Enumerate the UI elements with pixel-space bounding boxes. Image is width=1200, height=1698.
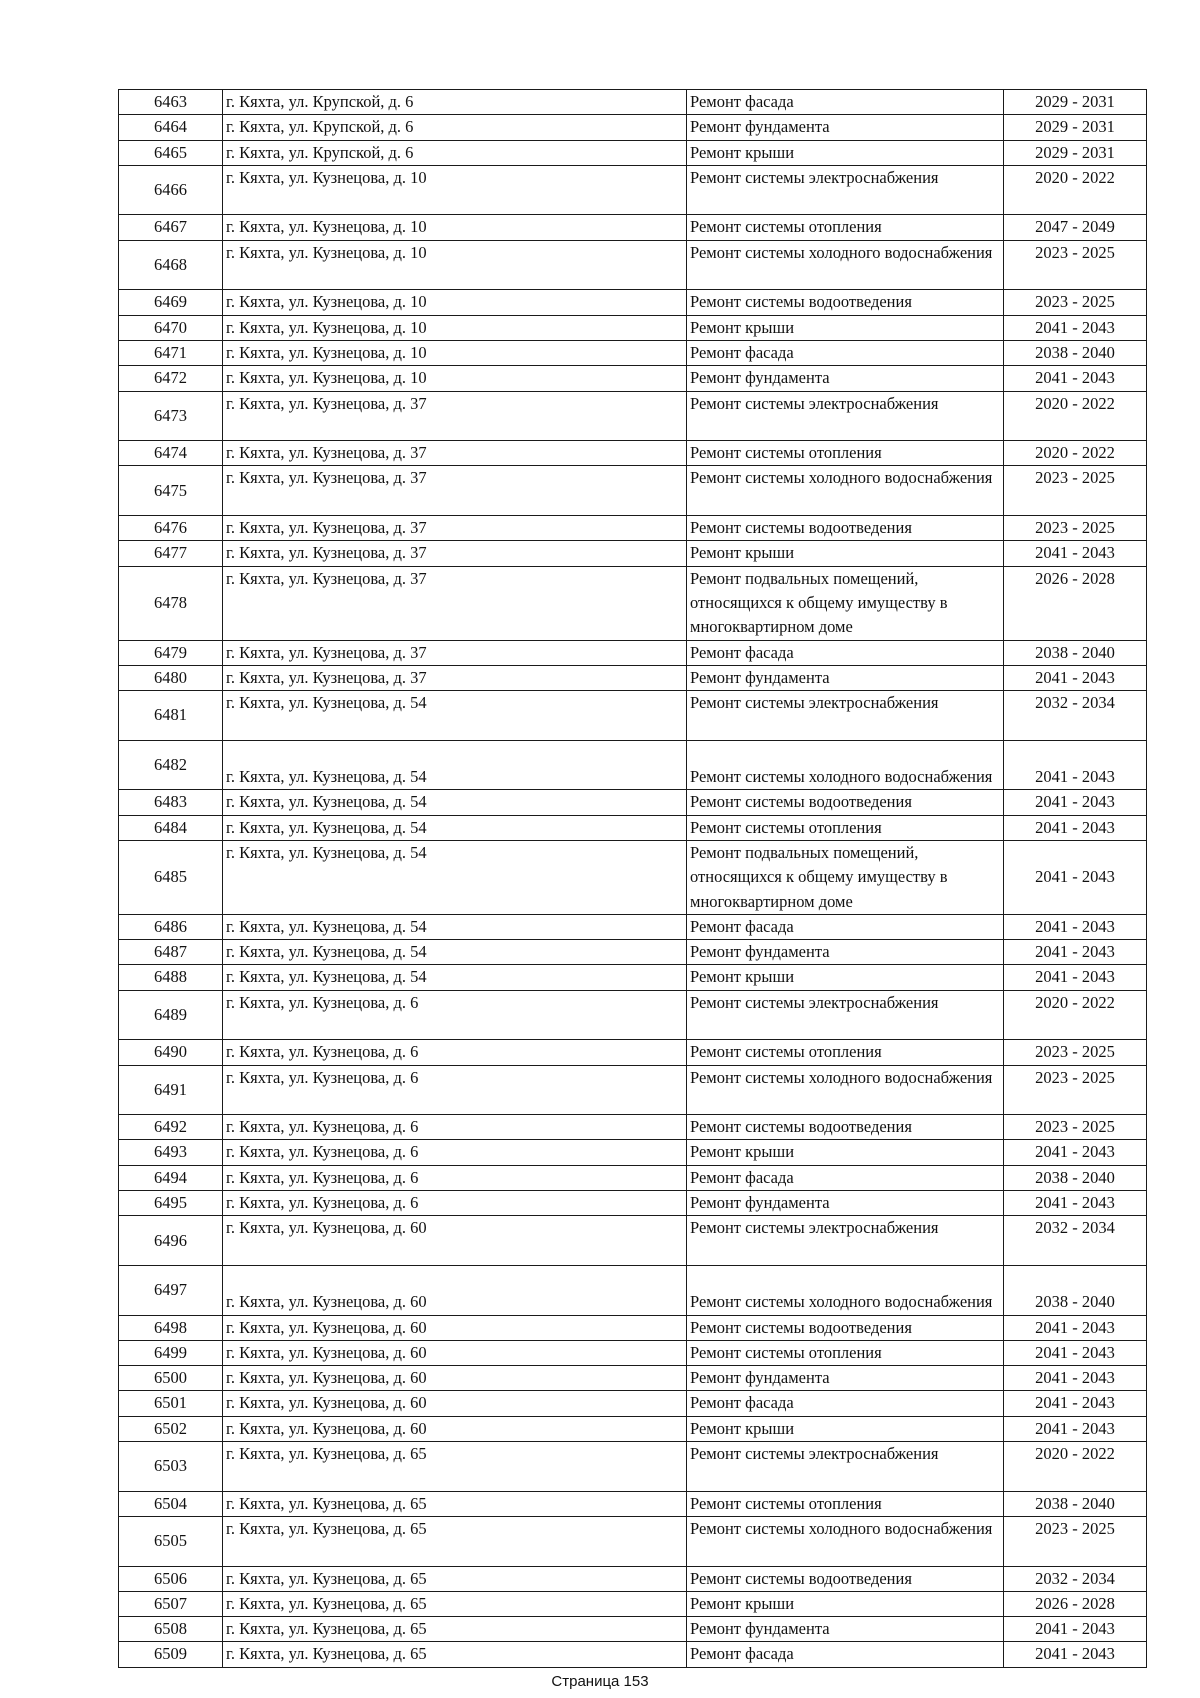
table-row [119, 1491, 1147, 1516]
period-cell: 2041 - 2043 [1004, 1315, 1147, 1340]
table-row [119, 940, 1147, 965]
row-number-cell: 6480 [119, 665, 223, 690]
work-type-cell: Ремонт фундамента [687, 1191, 1004, 1216]
work-type-cell: Ремонт фундамента [687, 665, 1004, 690]
period-cell: 2032 - 2034 [1004, 1216, 1147, 1266]
period-cell: 2029 - 2031 [1004, 90, 1147, 115]
page-number: Страница 153 [551, 1673, 649, 1690]
period-cell: 2041 - 2043 [1004, 914, 1147, 939]
table-row [119, 165, 1147, 215]
row-number-cell: 6468 [119, 240, 223, 290]
work-type-cell: Ремонт системы отопления [687, 441, 1004, 466]
table-row [119, 1115, 1147, 1140]
work-type-cell: Ремонт системы электроснабжения [687, 1216, 1004, 1266]
row-number-cell: 6504 [119, 1491, 223, 1516]
address-cell: г. Кяхта, ул. Кузнецова, д. 65 [223, 1566, 687, 1591]
work-type-cell: Ремонт фасада [687, 640, 1004, 665]
work-type-cell: Ремонт фундамента [687, 115, 1004, 140]
work-type-cell: Ремонт системы электроснабжения [687, 165, 1004, 215]
period-cell: 2023 - 2025 [1004, 240, 1147, 290]
table-row [119, 1165, 1147, 1190]
row-number-cell: 6489 [119, 990, 223, 1040]
address-cell: г. Кяхта, ул. Кузнецова, д. 54 [223, 815, 687, 840]
row-number-cell: 6500 [119, 1366, 223, 1391]
address-cell: г. Кяхта, ул. Кузнецова, д. 54 [223, 940, 687, 965]
row-number-cell: 6495 [119, 1191, 223, 1216]
address-cell: г. Кяхта, ул. Кузнецова, д. 10 [223, 315, 687, 340]
table-row [119, 240, 1147, 290]
work-type-cell: Ремонт подвальных помещений, относящихся к общему имуществу в многоквартирном доме [687, 566, 1004, 640]
address-cell: г. Кяхта, ул. Кузнецова, д. 37 [223, 566, 687, 640]
address-cell: г. Кяхта, ул. Кузнецова, д. 60 [223, 1265, 687, 1315]
address-cell: г. Кяхта, ул. Кузнецова, д. 60 [223, 1216, 687, 1266]
table-row [119, 290, 1147, 315]
row-number-cell: 6469 [119, 290, 223, 315]
table-row [119, 1140, 1147, 1165]
address-cell: г. Кяхта, ул. Кузнецова, д. 37 [223, 665, 687, 690]
period-cell: 2020 - 2022 [1004, 1442, 1147, 1492]
work-type-cell: Ремонт системы холодного водоснабжения [687, 1065, 1004, 1115]
row-number-cell: 6472 [119, 366, 223, 391]
work-type-cell: Ремонт крыши [687, 1591, 1004, 1616]
period-cell: 2023 - 2025 [1004, 290, 1147, 315]
table-row [119, 90, 1147, 115]
work-type-cell: Ремонт системы электроснабжения [687, 691, 1004, 741]
work-type-cell: Ремонт системы холодного водоснабжения [687, 740, 1004, 790]
row-number-cell: 6484 [119, 815, 223, 840]
period-cell: 2026 - 2028 [1004, 566, 1147, 640]
period-cell: 2041 - 2043 [1004, 1191, 1147, 1216]
table-row [119, 441, 1147, 466]
period-cell: 2038 - 2040 [1004, 1265, 1147, 1315]
address-cell: г. Кяхта, ул. Кузнецова, д. 6 [223, 1040, 687, 1065]
period-cell: 2023 - 2025 [1004, 1115, 1147, 1140]
period-cell: 2020 - 2022 [1004, 391, 1147, 441]
table-row [119, 1516, 1147, 1566]
row-number-cell: 6506 [119, 1566, 223, 1591]
period-cell: 2041 - 2043 [1004, 1140, 1147, 1165]
address-cell: г. Кяхта, ул. Крупской, д. 6 [223, 90, 687, 115]
period-cell: 2047 - 2049 [1004, 215, 1147, 240]
table-row [119, 1591, 1147, 1616]
table-row [119, 815, 1147, 840]
work-type-cell: Ремонт фасада [687, 340, 1004, 365]
row-number-cell: 6464 [119, 115, 223, 140]
work-type-cell: Ремонт системы холодного водоснабжения [687, 1265, 1004, 1315]
address-cell: г. Кяхта, ул. Кузнецова, д. 60 [223, 1391, 687, 1416]
row-number-cell: 6509 [119, 1642, 223, 1667]
row-number-cell: 6474 [119, 441, 223, 466]
row-number-cell: 6502 [119, 1416, 223, 1441]
table-row [119, 1191, 1147, 1216]
address-cell: г. Кяхта, ул. Кузнецова, д. 60 [223, 1340, 687, 1365]
period-cell: 2023 - 2025 [1004, 1516, 1147, 1566]
address-cell: г. Кяхта, ул. Кузнецова, д. 65 [223, 1491, 687, 1516]
address-cell: г. Кяхта, ул. Кузнецова, д. 6 [223, 1115, 687, 1140]
work-type-cell: Ремонт системы электроснабжения [687, 391, 1004, 441]
address-cell: г. Кяхта, ул. Кузнецова, д. 10 [223, 366, 687, 391]
period-cell: 2032 - 2034 [1004, 1566, 1147, 1591]
period-cell: 2029 - 2031 [1004, 140, 1147, 165]
row-number-cell: 6482 [119, 740, 223, 790]
table-row [119, 914, 1147, 939]
address-cell: г. Кяхта, ул. Кузнецова, д. 10 [223, 340, 687, 365]
period-cell: 2041 - 2043 [1004, 740, 1147, 790]
work-type-cell: Ремонт крыши [687, 140, 1004, 165]
row-number-cell: 6466 [119, 165, 223, 215]
work-type-cell: Ремонт системы электроснабжения [687, 990, 1004, 1040]
address-cell: г. Кяхта, ул. Кузнецова, д. 10 [223, 165, 687, 215]
row-number-cell: 6463 [119, 90, 223, 115]
table-row [119, 1315, 1147, 1340]
address-cell: г. Кяхта, ул. Кузнецова, д. 65 [223, 1442, 687, 1492]
row-number-cell: 6490 [119, 1040, 223, 1065]
table-row [119, 665, 1147, 690]
row-number-cell: 6485 [119, 840, 223, 914]
address-cell: г. Кяхта, ул. Кузнецова, д. 6 [223, 1191, 687, 1216]
address-cell: г. Кяхта, ул. Кузнецова, д. 10 [223, 290, 687, 315]
work-type-cell: Ремонт крыши [687, 965, 1004, 990]
table-row [119, 1566, 1147, 1591]
table-row [119, 315, 1147, 340]
period-cell: 2041 - 2043 [1004, 840, 1147, 914]
work-type-cell: Ремонт системы водоотведения [687, 790, 1004, 815]
row-number-cell: 6470 [119, 315, 223, 340]
work-type-cell: Ремонт системы холодного водоснабжения [687, 1516, 1004, 1566]
table-row [119, 1391, 1147, 1416]
work-type-cell: Ремонт крыши [687, 1140, 1004, 1165]
address-cell: г. Кяхта, ул. Кузнецова, д. 6 [223, 990, 687, 1040]
period-cell: 2023 - 2025 [1004, 1040, 1147, 1065]
row-number-cell: 6493 [119, 1140, 223, 1165]
work-type-cell: Ремонт системы водоотведения [687, 290, 1004, 315]
row-number-cell: 6467 [119, 215, 223, 240]
work-type-cell: Ремонт системы водоотведения [687, 1566, 1004, 1591]
row-number-cell: 6508 [119, 1617, 223, 1642]
address-cell: г. Кяхта, ул. Кузнецова, д. 65 [223, 1617, 687, 1642]
table-row [119, 366, 1147, 391]
table-row [119, 140, 1147, 165]
row-number-cell: 6507 [119, 1591, 223, 1616]
work-type-cell: Ремонт крыши [687, 315, 1004, 340]
row-number-cell: 6498 [119, 1315, 223, 1340]
table-row [119, 1366, 1147, 1391]
work-type-cell: Ремонт фундамента [687, 366, 1004, 391]
period-cell: 2023 - 2025 [1004, 1065, 1147, 1115]
work-type-cell: Ремонт фасада [687, 1642, 1004, 1667]
period-cell: 2041 - 2043 [1004, 541, 1147, 566]
table-row [119, 566, 1147, 640]
row-number-cell: 6497 [119, 1265, 223, 1315]
row-number-cell: 6492 [119, 1115, 223, 1140]
work-type-cell: Ремонт фундамента [687, 1366, 1004, 1391]
address-cell: г. Кяхта, ул. Кузнецова, д. 37 [223, 391, 687, 441]
table-row [119, 1065, 1147, 1115]
period-cell: 2041 - 2043 [1004, 1617, 1147, 1642]
row-number-cell: 6496 [119, 1216, 223, 1266]
work-type-cell: Ремонт подвальных помещений, относящихся к общему имуществу в многоквартирном доме [687, 840, 1004, 914]
period-cell: 2041 - 2043 [1004, 1340, 1147, 1365]
table-row [119, 965, 1147, 990]
period-cell: 2041 - 2043 [1004, 815, 1147, 840]
period-cell: 2041 - 2043 [1004, 665, 1147, 690]
period-cell: 2023 - 2025 [1004, 466, 1147, 516]
row-number-cell: 6505 [119, 1516, 223, 1566]
period-cell: 2041 - 2043 [1004, 965, 1147, 990]
table-row [119, 340, 1147, 365]
period-cell: 2041 - 2043 [1004, 1416, 1147, 1441]
work-type-cell: Ремонт системы электроснабжения [687, 1442, 1004, 1492]
table-row [119, 1216, 1147, 1266]
work-type-cell: Ремонт системы отопления [687, 815, 1004, 840]
row-number-cell: 6487 [119, 940, 223, 965]
table-row [119, 391, 1147, 441]
period-cell: 2020 - 2022 [1004, 441, 1147, 466]
table-row [119, 691, 1147, 741]
row-number-cell: 6465 [119, 140, 223, 165]
address-cell: г. Кяхта, ул. Крупской, д. 6 [223, 115, 687, 140]
address-cell: г. Кяхта, ул. Кузнецова, д. 60 [223, 1366, 687, 1391]
table-row [119, 790, 1147, 815]
table-row [119, 640, 1147, 665]
address-cell: г. Кяхта, ул. Кузнецова, д. 65 [223, 1642, 687, 1667]
period-cell: 2038 - 2040 [1004, 1491, 1147, 1516]
work-type-cell: Ремонт крыши [687, 1416, 1004, 1441]
period-cell: 2041 - 2043 [1004, 366, 1147, 391]
row-number-cell: 6501 [119, 1391, 223, 1416]
address-cell: г. Кяхта, ул. Кузнецова, д. 54 [223, 740, 687, 790]
row-number-cell: 6473 [119, 391, 223, 441]
period-cell: 2041 - 2043 [1004, 1366, 1147, 1391]
table-row [119, 840, 1147, 914]
work-type-cell: Ремонт системы холодного водоснабжения [687, 466, 1004, 516]
row-number-cell: 6477 [119, 541, 223, 566]
table-row [119, 115, 1147, 140]
table-row [119, 466, 1147, 516]
work-type-cell: Ремонт фасада [687, 914, 1004, 939]
table-row [119, 215, 1147, 240]
address-cell: г. Кяхта, ул. Кузнецова, д. 6 [223, 1140, 687, 1165]
address-cell: г. Кяхта, ул. Кузнецова, д. 10 [223, 240, 687, 290]
address-cell: г. Кяхта, ул. Кузнецова, д. 37 [223, 541, 687, 566]
row-number-cell: 6488 [119, 965, 223, 990]
row-number-cell: 6478 [119, 566, 223, 640]
work-type-cell: Ремонт системы водоотведения [687, 1115, 1004, 1140]
table-row [119, 1442, 1147, 1492]
row-number-cell: 6494 [119, 1165, 223, 1190]
address-cell: г. Кяхта, ул. Кузнецова, д. 60 [223, 1315, 687, 1340]
work-type-cell: Ремонт фасада [687, 1165, 1004, 1190]
address-cell: г. Кяхта, ул. Кузнецова, д. 54 [223, 914, 687, 939]
table-row [119, 1617, 1147, 1642]
period-cell: 2020 - 2022 [1004, 165, 1147, 215]
table-row [119, 1040, 1147, 1065]
period-cell: 2023 - 2025 [1004, 516, 1147, 541]
address-cell: г. Кяхта, ул. Кузнецова, д. 37 [223, 441, 687, 466]
work-type-cell: Ремонт фасада [687, 1391, 1004, 1416]
work-type-cell: Ремонт крыши [687, 541, 1004, 566]
period-cell: 2041 - 2043 [1004, 315, 1147, 340]
period-cell: 2041 - 2043 [1004, 940, 1147, 965]
row-number-cell: 6499 [119, 1340, 223, 1365]
address-cell: г. Кяхта, ул. Кузнецова, д. 65 [223, 1591, 687, 1616]
address-cell: г. Кяхта, ул. Кузнецова, д. 54 [223, 790, 687, 815]
address-cell: г. Кяхта, ул. Кузнецова, д. 65 [223, 1516, 687, 1566]
work-type-cell: Ремонт фундамента [687, 1617, 1004, 1642]
period-cell: 2020 - 2022 [1004, 990, 1147, 1040]
table-row [119, 1642, 1147, 1667]
work-type-cell: Ремонт системы отопления [687, 1040, 1004, 1065]
work-type-cell: Ремонт системы холодного водоснабжения [687, 240, 1004, 290]
work-type-cell: Ремонт системы водоотведения [687, 516, 1004, 541]
work-type-cell: Ремонт системы отопления [687, 1340, 1004, 1365]
work-type-cell: Ремонт фундамента [687, 940, 1004, 965]
row-number-cell: 6475 [119, 466, 223, 516]
row-number-cell: 6491 [119, 1065, 223, 1115]
row-number-cell: 6503 [119, 1442, 223, 1492]
address-cell: г. Кяхта, ул. Крупской, д. 6 [223, 140, 687, 165]
work-type-cell: Ремонт системы водоотведения [687, 1315, 1004, 1340]
address-cell: г. Кяхта, ул. Кузнецова, д. 37 [223, 466, 687, 516]
address-cell: г. Кяхта, ул. Кузнецова, д. 10 [223, 215, 687, 240]
table-row [119, 1416, 1147, 1441]
address-cell: г. Кяхта, ул. Кузнецова, д. 54 [223, 965, 687, 990]
table-row [119, 541, 1147, 566]
row-number-cell: 6476 [119, 516, 223, 541]
period-cell: 2026 - 2028 [1004, 1591, 1147, 1616]
table-row [119, 740, 1147, 790]
table-row [119, 1265, 1147, 1315]
period-cell: 2029 - 2031 [1004, 115, 1147, 140]
period-cell: 2038 - 2040 [1004, 640, 1147, 665]
work-type-cell: Ремонт системы отопления [687, 1491, 1004, 1516]
period-cell: 2041 - 2043 [1004, 790, 1147, 815]
period-cell: 2032 - 2034 [1004, 691, 1147, 741]
address-cell: г. Кяхта, ул. Кузнецова, д. 37 [223, 640, 687, 665]
row-number-cell: 6486 [119, 914, 223, 939]
table-row [119, 990, 1147, 1040]
repair-schedule-table [118, 89, 1147, 1668]
table-body [119, 90, 1147, 1668]
period-cell: 2041 - 2043 [1004, 1642, 1147, 1667]
address-cell: г. Кяхта, ул. Кузнецова, д. 37 [223, 516, 687, 541]
period-cell: 2038 - 2040 [1004, 340, 1147, 365]
address-cell: г. Кяхта, ул. Кузнецова, д. 6 [223, 1165, 687, 1190]
address-cell: г. Кяхта, ул. Кузнецова, д. 54 [223, 840, 687, 914]
work-type-cell: Ремонт системы отопления [687, 215, 1004, 240]
address-cell: г. Кяхта, ул. Кузнецова, д. 60 [223, 1416, 687, 1441]
table-row [119, 516, 1147, 541]
row-number-cell: 6481 [119, 691, 223, 741]
period-cell: 2038 - 2040 [1004, 1165, 1147, 1190]
row-number-cell: 6471 [119, 340, 223, 365]
work-type-cell: Ремонт фасада [687, 90, 1004, 115]
address-cell: г. Кяхта, ул. Кузнецова, д. 6 [223, 1065, 687, 1115]
address-cell: г. Кяхта, ул. Кузнецова, д. 54 [223, 691, 687, 741]
row-number-cell: 6479 [119, 640, 223, 665]
period-cell: 2041 - 2043 [1004, 1391, 1147, 1416]
table-row [119, 1340, 1147, 1365]
row-number-cell: 6483 [119, 790, 223, 815]
